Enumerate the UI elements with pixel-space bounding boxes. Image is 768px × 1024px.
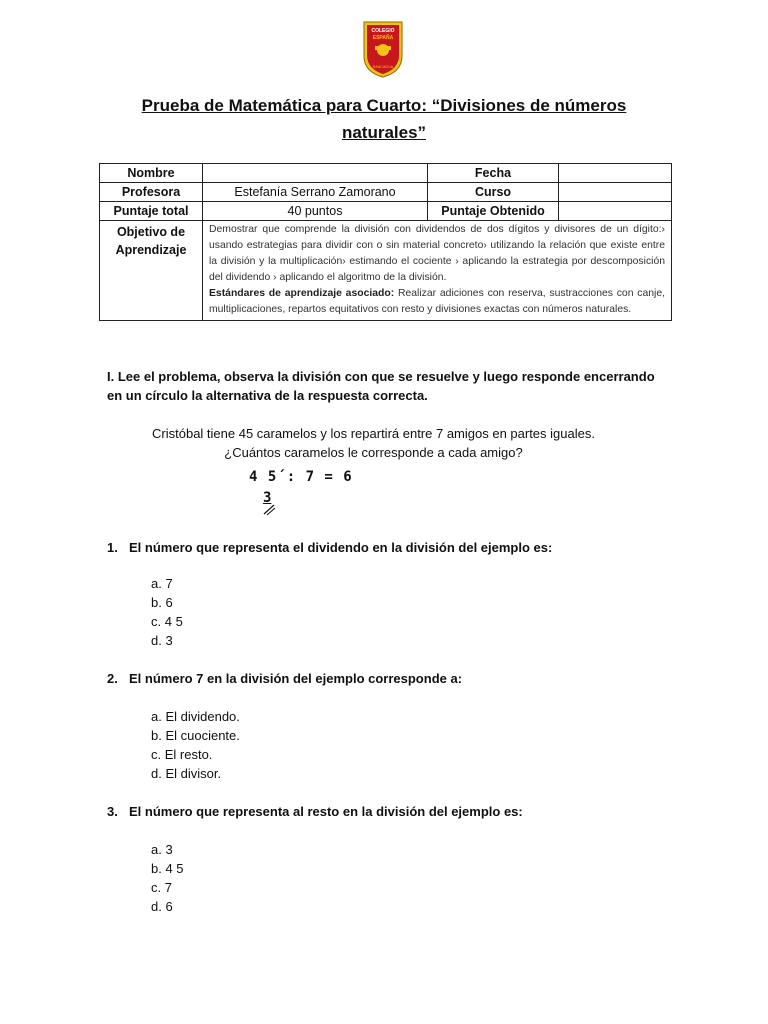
question-1-option-b[interactable]: b. 6 <box>151 595 173 610</box>
question-2-options <box>151 707 240 783</box>
profesora-value: Estefanía Serrano Zamorano <box>203 183 428 202</box>
question-3-options <box>151 840 184 916</box>
question-3-text: El número que representa al resto en la división del ejemplo es: <box>129 804 523 819</box>
question-1-number: 1. <box>107 540 118 555</box>
question-2 <box>107 669 667 688</box>
question-1-option-c[interactable]: c. 4 5 <box>151 614 183 629</box>
curso-field[interactable] <box>559 183 672 202</box>
estandares-text: Realizar adiciones con reserva, sustracciones con canje, multiplicaciones, repartos equitativos con resto y divisiones exactas con números naturales. <box>209 288 666 315</box>
logo-text-3: RANCAGUA <box>372 65 394 69</box>
fecha-label: Fecha <box>428 164 559 183</box>
strike-mark-icon <box>262 502 276 516</box>
question-3-option-a[interactable]: a. 3 <box>151 842 173 857</box>
estandares-label: Estándares de aprendizaje asociado: <box>209 288 395 299</box>
objetivo-label-line2: Aprendizaje <box>115 243 187 257</box>
question-3-number: 3. <box>107 804 118 819</box>
problem-statement <box>100 424 647 462</box>
objetivo-cell <box>203 221 672 321</box>
question-2-option-c[interactable]: c. El resto. <box>151 747 213 762</box>
question-1-text: El número que representa el dividendo en la división del ejemplo es: <box>129 540 553 555</box>
puntaje-total-value: 40 puntos <box>203 202 428 221</box>
curso-label: Curso <box>428 183 559 202</box>
school-crest-logo <box>362 20 404 78</box>
puntaje-total-label: Puntaje total <box>100 202 203 221</box>
question-3 <box>107 802 667 821</box>
question-3-option-c[interactable]: c. 7 <box>151 880 172 895</box>
question-2-option-d[interactable]: d. El divisor. <box>151 766 222 781</box>
question-2-text: El número 7 en la división del ejemplo corresponde a: <box>129 671 463 686</box>
logo-text-2: ESPAÑA <box>372 35 394 41</box>
puntaje-obtenido-field[interactable] <box>559 202 672 221</box>
puntaje-obtenido-label: Puntaje Obtenido <box>428 202 559 221</box>
question-1-option-d[interactable]: d. 3 <box>151 633 173 648</box>
page-title: Prueba de Matemática para Cuarto: “Divisiones de números naturales” <box>141 96 627 142</box>
student-info-table <box>99 163 672 321</box>
objetivo-label-line1: Objetivo de <box>116 225 186 239</box>
question-2-option-a[interactable]: a. El dividendo. <box>151 709 240 724</box>
question-1 <box>107 538 667 557</box>
section-instructions: I. Lee el problema, observa la división con que se resuelve y luego responde encerrando en un círculo la alternativa de la respuesta correcta. <box>107 369 655 403</box>
question-2-number: 2. <box>107 671 118 686</box>
problem-line-2: ¿Cuántos caramelos le corresponde a cada amigo? <box>224 445 523 460</box>
objetivo-text: Demostrar que comprende la división con dividendos de dos dígitos y divisores de un dígito:› usando estrategias para dividir con o sin material concreto› utilizando la relación que existe entre la división y la multiplicación› estimando el cociente › aplicando la estrategia por descomposición del dividendo › aplicando el algoritmo de la división. <box>209 224 665 283</box>
nombre-label: Nombre <box>100 164 203 183</box>
problem-line-1: Cristóbal tiene 45 caramelos y los repartirá entre 7 amigos en partes iguales. <box>152 426 595 441</box>
nombre-field[interactable] <box>203 164 428 183</box>
logo-text-1: COLEGIO <box>371 28 395 34</box>
fecha-field[interactable] <box>559 164 672 183</box>
division-remainder: 3 <box>263 490 272 506</box>
profesora-label: Profesora <box>100 183 203 202</box>
question-1-options <box>151 574 183 650</box>
question-3-option-d[interactable]: d. 6 <box>151 899 173 914</box>
question-3-option-b[interactable]: b. 4 5 <box>151 861 184 876</box>
question-1-option-a[interactable]: a. 7 <box>151 576 173 591</box>
objetivo-label <box>100 221 203 321</box>
division-expression: 4 5´: 7 = 6 <box>249 469 353 485</box>
question-2-option-b[interactable]: b. El cuociente. <box>151 728 240 743</box>
